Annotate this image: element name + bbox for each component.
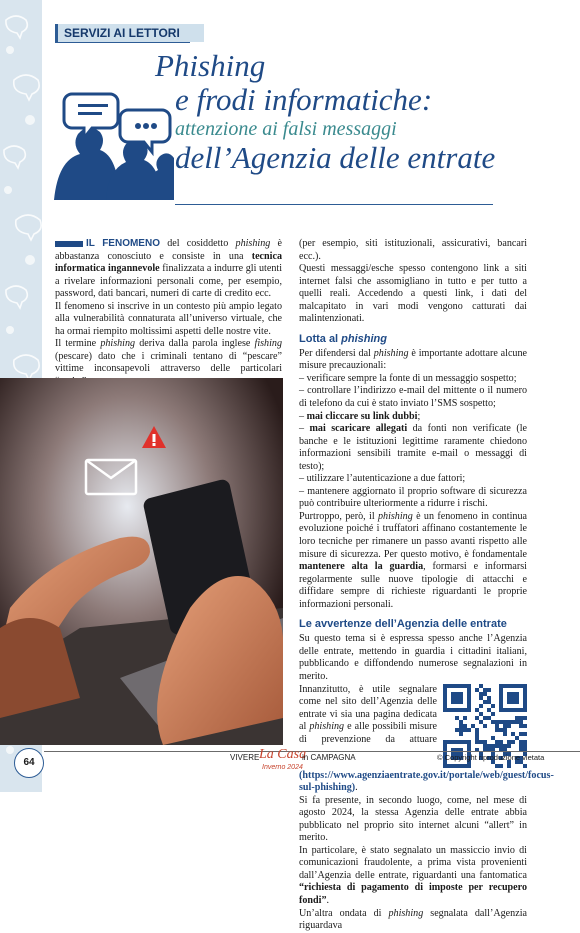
paragraph: [299, 263, 527, 326]
text-run: Un’altra ondata di: [299, 907, 389, 919]
text-run: Le avvertenze dell’Agenzia delle entrate: [299, 618, 507, 631]
list-item: [299, 423, 527, 473]
text-run: è un fenomeno in continua evoluzione poiché i truffatori affinano costantemente le loro tecniche per rimanere un passo avanti rispetto alle misure di sicurezza. Per questo motivo, è fondamentale: [299, 510, 527, 560]
text-run: deriva dalla parola inglese: [135, 338, 255, 350]
text-run: ;: [417, 410, 421, 422]
text-run: è importante adottare alcune misure precauzionali:: [299, 347, 527, 372]
paragraph: [55, 301, 282, 339]
text-run: , formarsi e informarsi regolarmente sulle nuove tipologie di attacchi e diffidare sempre di richieste riguardanti le proprie informazioni personali.: [299, 561, 527, 610]
article-subtitle-line1: attenzione ai falsi messaggi: [175, 118, 397, 140]
paragraph: [299, 511, 527, 611]
footer-vivere: VIVERE: [230, 753, 260, 762]
list-item: [299, 486, 527, 511]
lead-label: IL FENOMENO: [86, 238, 160, 249]
text-run: (per esempio, siti istituzionali, assicurativi, bancari ecc.).: [299, 238, 527, 262]
phone-phishing-photo: [0, 378, 283, 745]
bold-text: mai scaricare allegati: [309, 423, 408, 435]
text-run: .: [355, 782, 358, 794]
italic-text: phishing: [341, 332, 387, 345]
text-run: –: [299, 423, 310, 435]
text-run: Questi messaggi/esche spesso contengono link a siti internet falsi che assomigliano in tutto e per tutto a quelli reali. Accedendo a questi link, i dati del malcapitato in vari modi vengono catturati dai malintenzionati.: [299, 263, 527, 325]
section-tag-underline: [55, 42, 190, 43]
article-subtitle-line2: dell’Agenzia delle entrate: [175, 140, 496, 175]
italic-text: phishing: [100, 338, 136, 350]
bold-text: tecnica informatica ingannevole: [55, 250, 282, 275]
paragraph-with-qr: [299, 683, 554, 795]
text-run: – mantenere aggiornato il proprio software di sicurezza può contribuire ulteriormente a ridurre i rischi.: [299, 485, 527, 510]
text-run: è abbastanza conosciuto e consiste in una: [55, 238, 283, 262]
text-run: e alle possibili misure di prevenzione da attuare: [299, 721, 437, 745]
text-run: Si fa presente, in secondo luogo, come, nel mese di agosto 2024, la stessa Agenzia delle entrate abbia pubblicato nel proprio sito internet alcuni “allert” in merito.: [299, 794, 527, 844]
paragraph: [299, 795, 527, 845]
text-run: Su questo tema si è espressa spesso anche l’Agenzia delle entrate, mettendo in guardia i cittadini italiani, pubblicando e diffondendo numerose segnalazioni in merito.: [299, 633, 527, 682]
list-item: [299, 373, 527, 386]
subheading-avvertenze-agenzia: [299, 618, 527, 630]
text-run: finalizzata a indurre gli utenti a rivelare informazioni personali come, per esempio, password, dati bancari, numeri di carte di credito ecc.: [55, 263, 283, 300]
paragraph: [299, 348, 527, 373]
text-run: Il fenomeno si inscrive in un contesto più ampio legato alla vulnerabilità connaturata all’universo virtuale, che ha ormai riempito moltissimi aspetti delle nostre vite.: [55, 300, 282, 337]
title-divider: [175, 204, 493, 205]
text-run: segnalata dall’Agenzia riguardava: [299, 907, 527, 932]
italic-text: phishing: [235, 238, 271, 249]
article-column-right: [299, 238, 554, 933]
text-run: .: [326, 894, 330, 906]
text-run: da fonti non verificate (le banche e le istituzioni legittime raramente chiedono informazioni sensibili tramite e-mail o messaggi di testo);: [299, 423, 527, 472]
footer-issue: Inverno 2024: [262, 764, 303, 771]
footer-rule: [44, 751, 580, 752]
text-run: –: [299, 410, 307, 422]
text-run: (pescare) dato che i criminali tentano di “pescare” vittime inconsapevoli attraverso delle particolari: [55, 350, 282, 375]
text-run: – utilizzare l’autenticazione a due fattori;: [299, 473, 466, 485]
text-run: Lotta al: [299, 332, 342, 345]
paragraph: [299, 908, 527, 933]
text-run: Innanzitutto, è utile segnalare come nel sito dell’Agenzia delle entrate vi sia una pagina dedicata al: [299, 683, 437, 733]
section-tag: SERVIZI AI LETTORI: [55, 24, 204, 42]
text-run: Purtroppo, però, il: [299, 510, 378, 522]
footer-brand-logo: La Casa: [259, 747, 307, 762]
bold-text: “richiesta di pagamento di imposte per recupero fondi”: [299, 882, 527, 906]
list-item: [299, 411, 527, 424]
italic-text: phishing: [377, 510, 413, 522]
list-item: [299, 385, 527, 410]
article-title-line2: e frodi informatiche:: [175, 82, 433, 117]
lead-bar: [55, 241, 83, 247]
text-run: del cosiddetto: [159, 238, 236, 249]
speech-bubbles-illustration: [48, 88, 176, 208]
text-run: In particolare, è stato segnalato un massiccio invio di comunicazioni fraudolente, a prima vista provenienti dall’Agenzia delle entrate, riguardanti una fantomatica: [299, 844, 527, 881]
text-run: – controllare l’indirizzo e-mail del mittente o il numero di telefono da cui è stato inviato l’SMS sospetto;: [299, 385, 527, 410]
subheading-lotta-al-phishing: [299, 333, 527, 345]
bold-text: mai cliccare su link dubbi: [306, 410, 418, 422]
italic-text: phishing: [388, 907, 424, 919]
italic-text: phishing: [373, 347, 409, 359]
text-run: Per difendersi dal: [299, 347, 374, 359]
paragraph: [299, 633, 527, 683]
lead-paragraph: [55, 238, 282, 301]
bold-text: mantenere alta la guardia: [299, 561, 424, 573]
page-number: 64: [14, 748, 44, 778]
footer-in-campagna: in CAMPAGNA: [302, 753, 356, 762]
paragraph: [299, 238, 527, 263]
italic-text: phishing: [309, 721, 345, 733]
url-link[interactable]: (https://www.agenziaentrate.gov.it/portale/web/guest/focus-sul-phishing): [299, 769, 554, 794]
text-run: – verificare sempre la fonte di un messaggio sospetto;: [299, 372, 517, 384]
article-title-line1: Phishing: [155, 48, 266, 83]
footer-copyright: © Copyright riproduzione vietata: [437, 753, 545, 762]
list-item: [299, 473, 527, 486]
italic-text: fishing: [254, 338, 282, 350]
paragraph: [299, 845, 527, 908]
text-run: Il termine: [55, 338, 101, 350]
